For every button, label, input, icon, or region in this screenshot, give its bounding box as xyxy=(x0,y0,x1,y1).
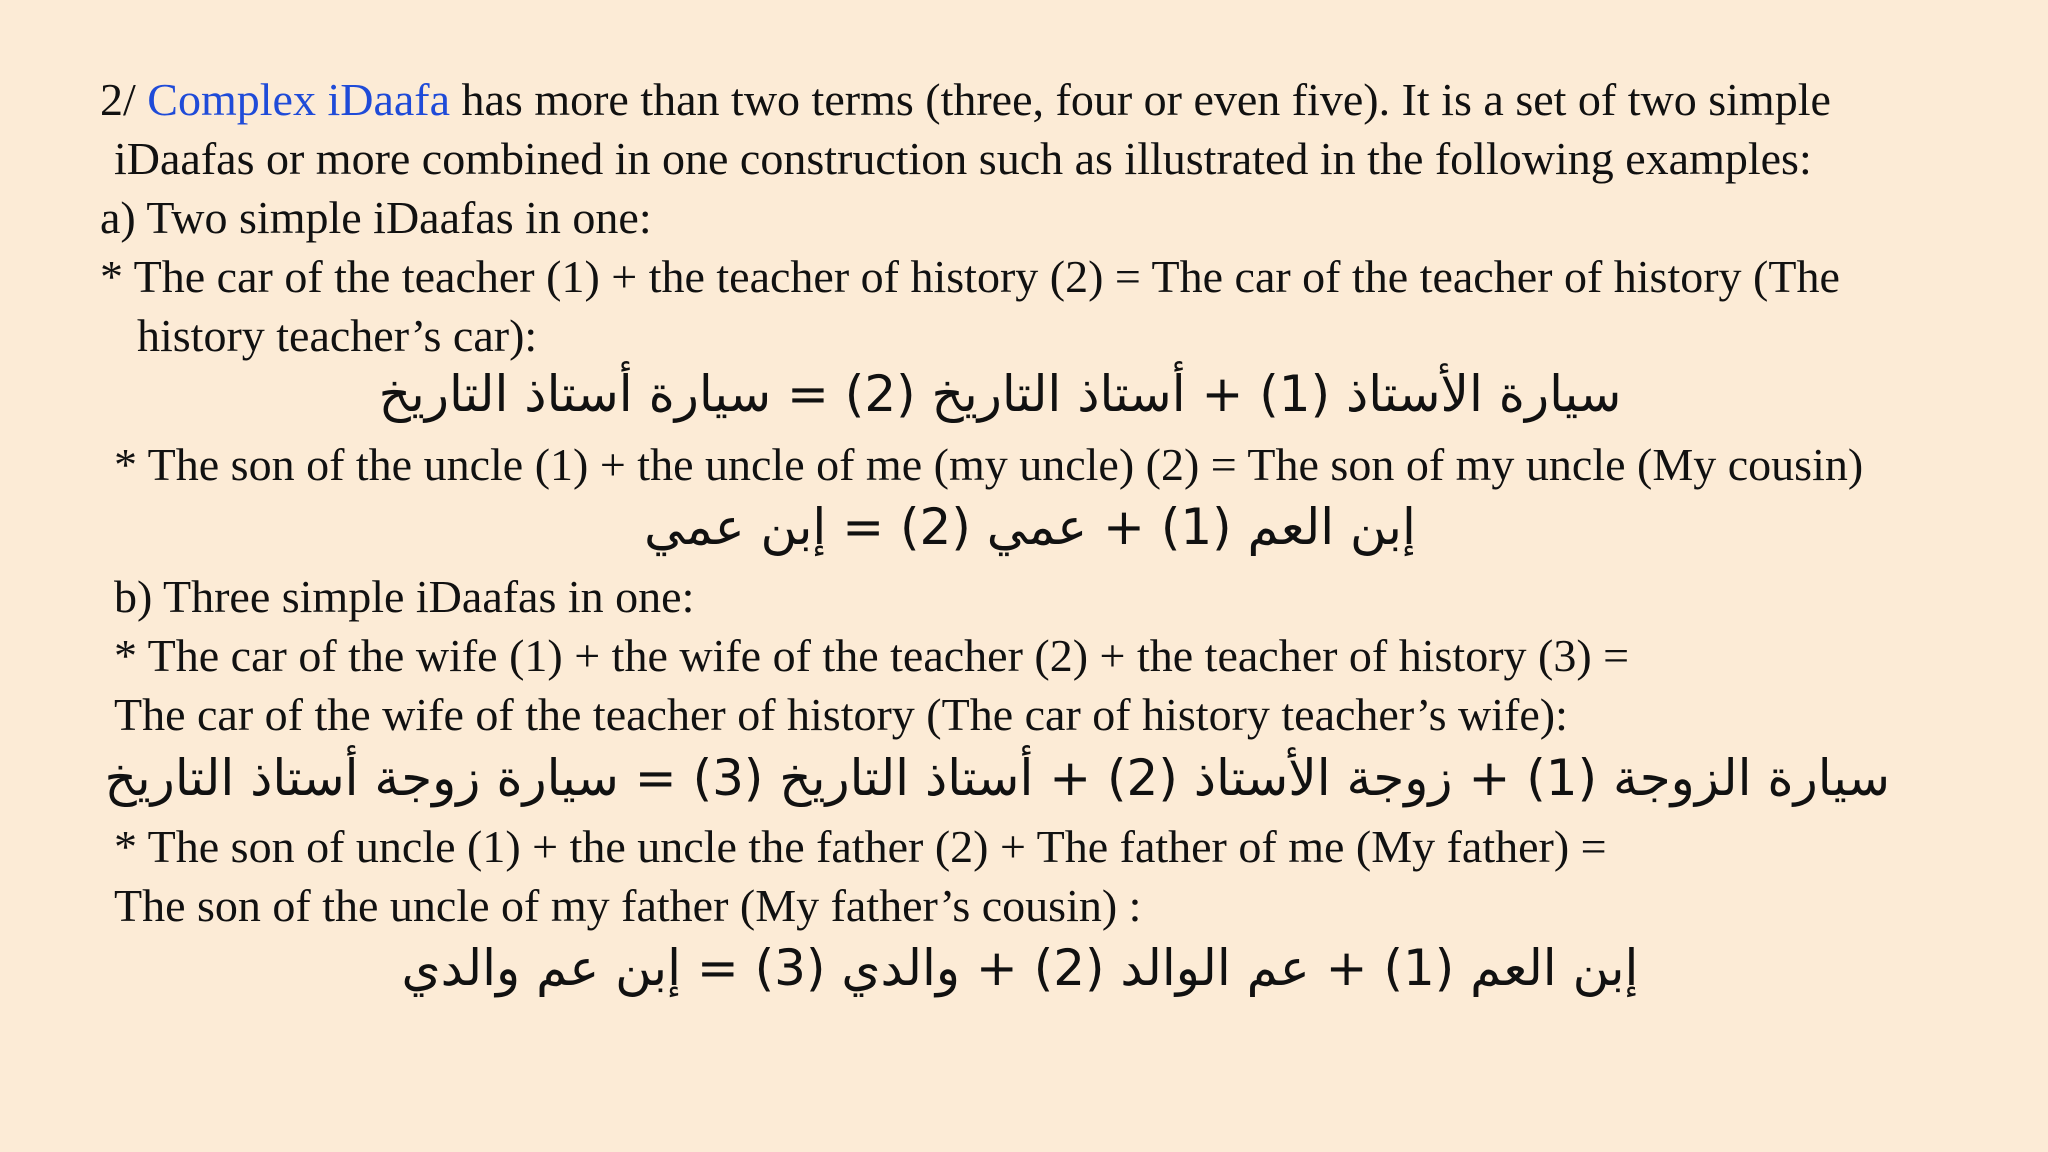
section-a-heading: a) Two simple iDaafas in one: xyxy=(100,192,652,243)
section-b-example-2-arabic: إبن العم (1) + عم الوالد (2) + والدي (3) = إبن عم والدي xyxy=(401,939,1639,997)
section-a-example-1-line-2: history teacher’s car): xyxy=(137,310,538,361)
complex-idaafa-term: Complex iDaafa xyxy=(147,74,451,125)
section-b-example-1-arabic: سيارة الزوجة (1) + زوجة الأستاذ (2) + أستاذ التاريخ (3) = سيارة زوجة أستاذ التاريخ xyxy=(104,749,1890,807)
section-a-example-2-arabic: إبن العم (1) + عمي (2) = إبن عمي xyxy=(644,498,1416,556)
section-b-example-2-line-2: The son of the uncle of my father (My father’s cousin) : xyxy=(114,880,1142,931)
section-a-example-1-arabic: سيارة الأستاذ (1) + أستاذ التاريخ (2) = سيارة أستاذ التاريخ xyxy=(378,365,1622,423)
section-a-example-2-line-1: * The son of the uncle (1) + the uncle of me (my uncle) (2) = The son of my uncle (My cousin) xyxy=(114,439,1864,490)
section-b-example-2-line-1: * The son of uncle (1) + the uncle the father (2) + The father of me (My father) = xyxy=(114,821,1607,872)
intro-line-1 xyxy=(100,71,1831,129)
section-a-example-1-line-1: * The car of the teacher (1) + the teacher of history (2) = The car of the teacher of history (The xyxy=(100,251,1840,302)
intro-line-2: iDaafas or more combined in one construction such as illustrated in the following examples: xyxy=(114,133,1812,184)
intro-rest: has more than two terms (three, four or even five). It is a set of two simple xyxy=(450,74,1831,125)
section-b-example-1-line-2: The car of the wife of the teacher of history (The car of history teacher’s wife): xyxy=(114,689,1568,740)
intro-number: 2/ xyxy=(100,74,148,125)
section-b-heading: b) Three simple iDaafas in one: xyxy=(114,571,695,622)
section-b-example-1-line-1: * The car of the wife (1) + the wife of the teacher (2) + the teacher of history (3) = xyxy=(114,630,1630,681)
